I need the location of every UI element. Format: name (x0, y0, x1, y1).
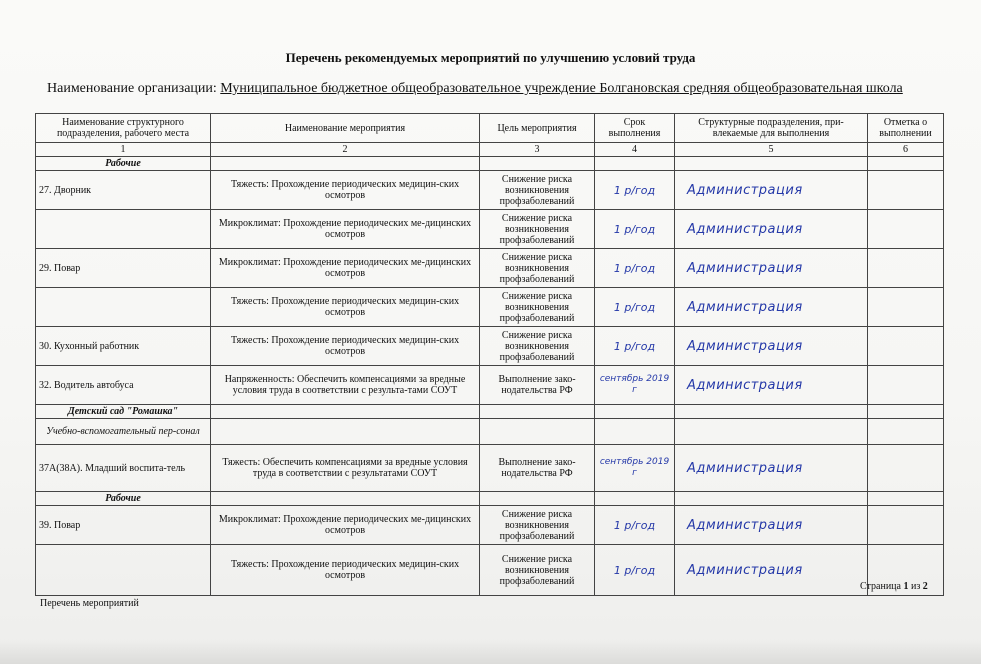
unit-cell (36, 288, 211, 327)
mark-cell (868, 288, 944, 327)
page-total: 2 (922, 581, 928, 592)
mark-cell (868, 506, 944, 545)
goal-cell: Снижение риска возникновения профзаболеваний (480, 210, 595, 249)
unit-cell: 30. Кухонный работник (36, 327, 211, 366)
responsible-cell: Администрация (675, 366, 868, 405)
col-number: 4 (595, 143, 675, 157)
table-row (36, 210, 944, 249)
table-row (36, 327, 944, 366)
goal-cell: Снижение риска возникновения профзаболеваний (480, 545, 595, 596)
measure-cell: Тяжесть: Прохождение периодических медицин-ских осмотров (211, 327, 480, 366)
header-mark: Отметка о выполнении (868, 114, 944, 143)
responsible-cell: Администрация (675, 249, 868, 288)
unit-cell: 29. Повар (36, 249, 211, 288)
responsible-cell: Администрация (675, 171, 868, 210)
responsible-cell: Администрация (675, 327, 868, 366)
table-row (36, 288, 944, 327)
unit-cell: 39. Повар (36, 506, 211, 545)
measure-cell: Микроклимат: Прохождение периодических ме-дицинских осмотров (211, 210, 480, 249)
column-numbers-row (36, 143, 944, 157)
organization-line (47, 81, 903, 97)
goal-cell: Снижение риска возникновения профзаболеваний (480, 327, 595, 366)
page-title: Перечень рекомендуемых мероприятий по улучшению условий труда (285, 50, 696, 65)
goal-cell: Снижение риска возникновения профзаболеваний (480, 249, 595, 288)
table-header (36, 114, 944, 143)
mark-cell (868, 445, 944, 492)
section-row (36, 405, 944, 419)
header-depts: Структурные подразделения, при-влекаемые для выполнения (675, 114, 868, 143)
col-number: 2 (211, 143, 480, 157)
section-support: Учебно-вспомогательный пер-сонал (36, 419, 211, 445)
table-row (36, 249, 944, 288)
scan-shadow (0, 640, 981, 664)
term-cell: 1 р/год (595, 545, 675, 596)
unit-cell: 32. Водитель автобуса (36, 366, 211, 405)
org-label: Наименование организации: (47, 81, 217, 96)
goal-cell: Выполнение зако-нодательства РФ (480, 366, 595, 405)
page-of-label: из (910, 581, 921, 592)
measures-table (35, 113, 944, 596)
section-workers: Рабочие (36, 157, 211, 171)
goal-cell: Выполнение зако-нодательства РФ (480, 445, 595, 492)
measure-cell: Микроклимат: Прохождение периодических ме-дицинских осмотров (211, 506, 480, 545)
mark-cell (868, 249, 944, 288)
measure-cell: Тяжесть: Прохождение периодических медицин-ских осмотров (211, 288, 480, 327)
responsible-cell: Администрация (675, 506, 868, 545)
footer-caption: Перечень мероприятий (40, 598, 139, 609)
responsible-cell: Администрация (675, 288, 868, 327)
table-row (36, 506, 944, 545)
page-current: 1 (903, 581, 909, 592)
header-term: Срок выполнения (595, 114, 675, 143)
goal-cell: Снижение риска возникновения профзаболеваний (480, 506, 595, 545)
page-label: Страница (860, 581, 901, 592)
col-number: 3 (480, 143, 595, 157)
measure-cell: Тяжесть: Обеспечить компенсациями за вредные условия труда в соответствии с результатами СОУТ (211, 445, 480, 492)
table-row (36, 366, 944, 405)
goal-cell: Снижение риска возникновения профзаболеваний (480, 171, 595, 210)
section-row (36, 492, 944, 506)
section-row (36, 419, 944, 445)
responsible-cell: Администрация (675, 210, 868, 249)
mark-cell (868, 210, 944, 249)
measure-cell: Напряженность: Обеспечить компенсациями за вредные условия труда в соответствии с результа-тами СОУТ (211, 366, 480, 405)
col-number: 6 (868, 143, 944, 157)
measure-cell: Тяжесть: Прохождение периодических медицин-ских осмотров (211, 171, 480, 210)
mark-cell (868, 327, 944, 366)
col-number: 1 (36, 143, 211, 157)
term-cell: 1 р/год (595, 210, 675, 249)
section-workers-2: Рабочие (36, 492, 211, 506)
term-cell: 1 р/год (595, 171, 675, 210)
page-number (860, 581, 928, 592)
goal-cell: Снижение риска возникновения профзаболеваний (480, 288, 595, 327)
term-cell: сентябрь 2019 г (595, 366, 675, 405)
header-unit: Наименование структурного подразделения, рабочего места (36, 114, 211, 143)
term-cell: 1 р/год (595, 288, 675, 327)
section-row (36, 157, 944, 171)
responsible-cell: Администрация (675, 545, 868, 596)
col-number: 5 (675, 143, 868, 157)
section-kindergarten: Детский сад "Ромашка" (36, 405, 211, 419)
table-row (36, 171, 944, 210)
unit-cell (36, 545, 211, 596)
measure-cell: Микроклимат: Прохождение периодических ме-дицинских осмотров (211, 249, 480, 288)
mark-cell (868, 366, 944, 405)
responsible-cell: Администрация (675, 445, 868, 492)
term-cell: 1 р/год (595, 249, 675, 288)
table-row (36, 445, 944, 492)
term-cell: сентябрь 2019 г (595, 445, 675, 492)
unit-cell: 37А(38А). Младший воспита-тель (36, 445, 211, 492)
term-cell: 1 р/год (595, 506, 675, 545)
unit-cell (36, 210, 211, 249)
unit-cell: 27. Дворник (36, 171, 211, 210)
header-measure: Наименование мероприятия (211, 114, 480, 143)
measure-cell: Тяжесть: Прохождение периодических медицин-ских осмотров (211, 545, 480, 596)
mark-cell (868, 171, 944, 210)
header-goal: Цель мероприятия (480, 114, 595, 143)
org-value: Муниципальное бюджетное общеобразовательное учреждение Болгановская средняя общеобразовательная школа (220, 81, 903, 96)
term-cell: 1 р/год (595, 327, 675, 366)
table-row (36, 545, 944, 596)
